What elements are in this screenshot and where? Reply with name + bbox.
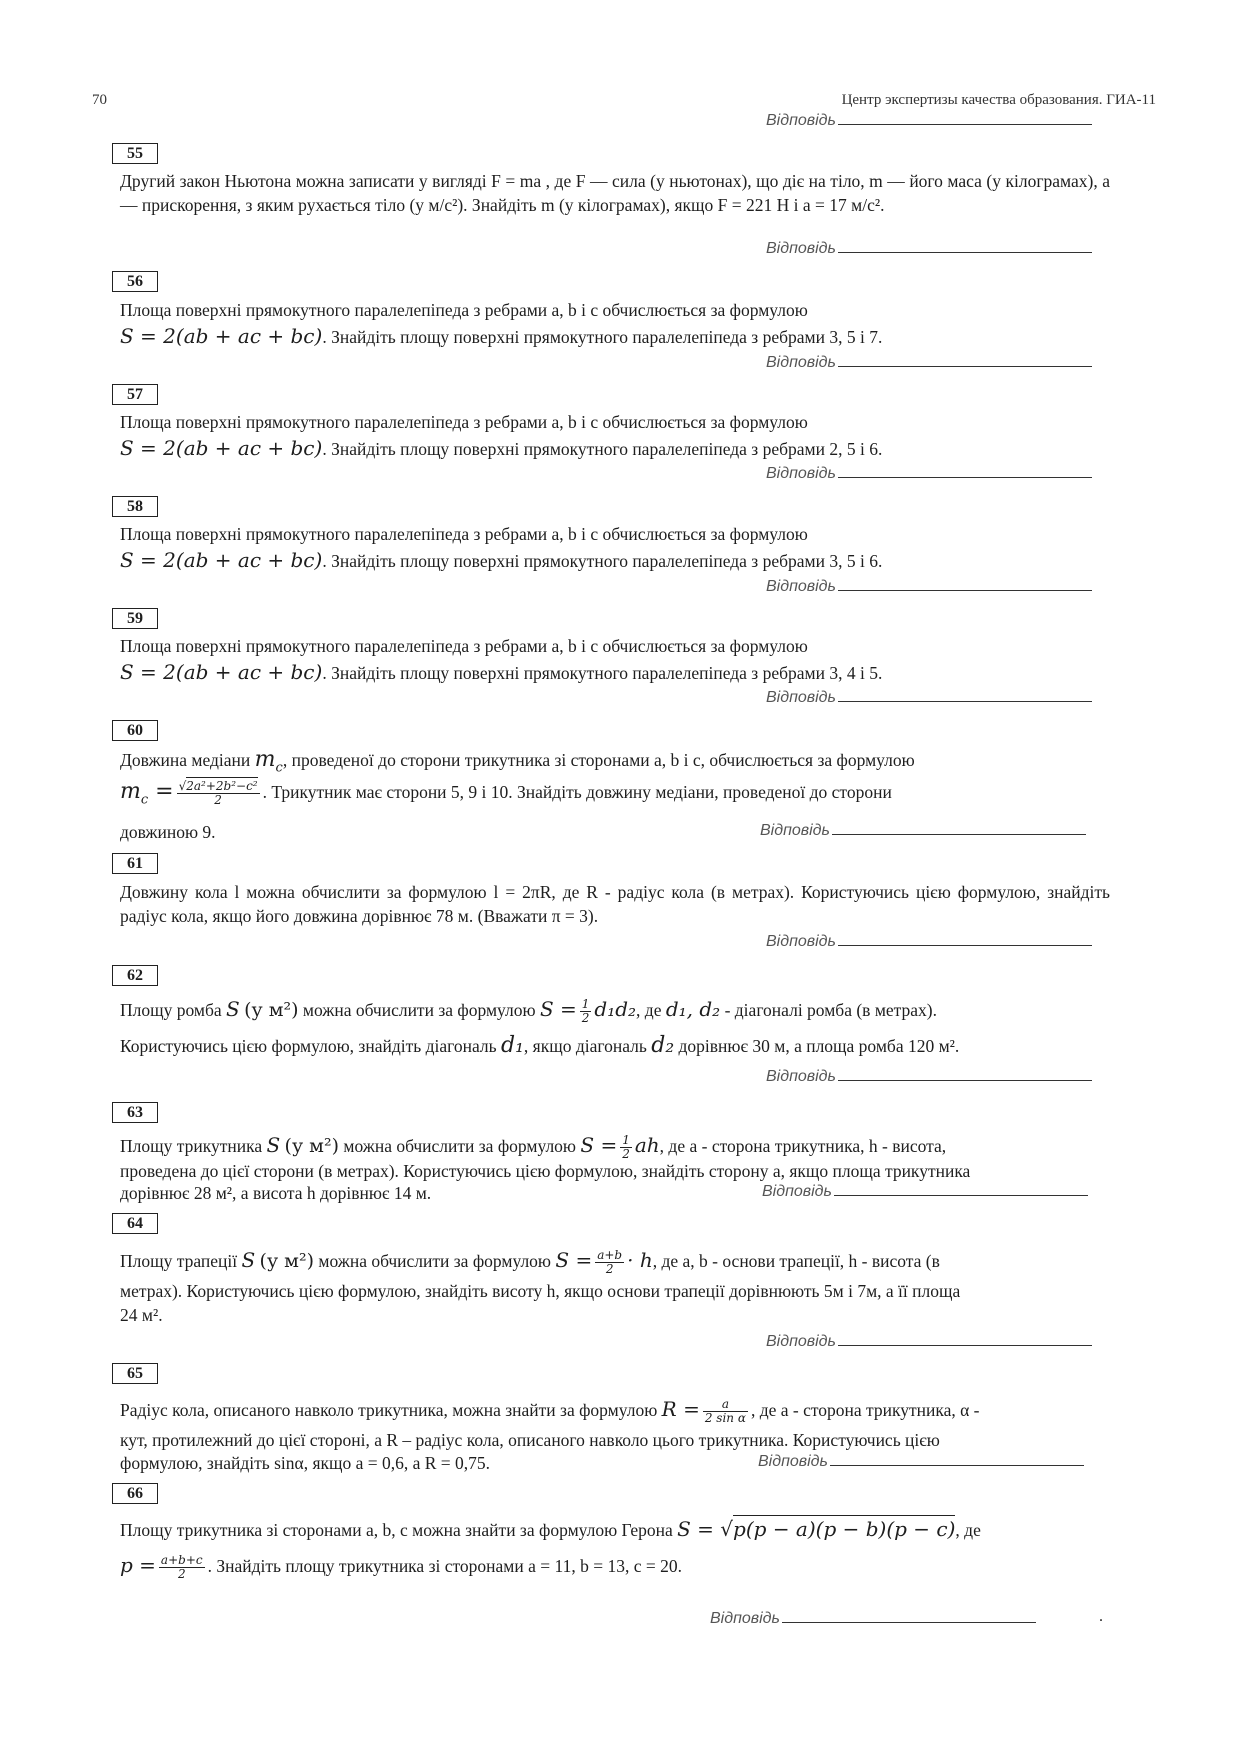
answer-label: Відповідь <box>766 240 836 257</box>
problem-63-line1: Площу трикутника S (у м²) можна обчислити за формулою S = $\frac{1}{2}$ ah, де a - сторона трикутника, h - висота, <box>120 1133 947 1162</box>
formula-fraction: $\frac{1}{2}$ <box>622 1133 630 1162</box>
problem-62-text-f: , якщо діагональ <box>523 1036 647 1056</box>
problem-number: 58 <box>112 496 158 517</box>
answer-line[interactable] <box>838 352 1092 367</box>
problem-62-text-c: , де <box>636 1000 662 1020</box>
formula-semiperimeter: p = <box>120 1553 156 1577</box>
problem-59-line1: Площа поверхні прямокутного паралелепіпеда з ребрами a, b і c обчислюється за формулою <box>120 636 808 656</box>
problem-58-text: . Знайдіть площу поверхні прямокутного паралелепіпеда з ребрами 3, 5 і 6. <box>322 551 883 571</box>
answer-field-55[interactable] <box>766 238 1092 258</box>
formula-area: S <box>226 997 240 1021</box>
problem-61-text: Довжину кола l можна обчислити за формулою l = 2πR, де R - радіус кола (в метрах). Користуючись цією формулою, знайдіть радіус кола, якщо його довжина дорівнює 78 м. (Вважати π = 3). <box>120 882 1110 926</box>
problem-65-line1 <box>120 1397 1110 1425</box>
answer-field-61[interactable] <box>766 931 1092 951</box>
answer-line[interactable] <box>782 1608 1036 1623</box>
problem-62-text-a: Площу ромба <box>120 1000 222 1020</box>
answer-line[interactable] <box>838 1331 1092 1346</box>
problem-number: 57 <box>112 384 158 405</box>
answer-line[interactable] <box>838 931 1092 946</box>
problem-number: 64 <box>112 1213 158 1234</box>
answer-label: Відповідь <box>766 933 836 950</box>
problem-60-text-b: , проведеної до сторони трикутника зі сторонами a, b і c, обчислюється за формулою <box>282 750 915 770</box>
problem-62-text-e: Користуючись цією формулою, знайдіть діагональ <box>120 1036 497 1056</box>
answer-field-57[interactable] <box>766 463 1092 483</box>
problem-62-text-b: можна обчислити за формулою <box>302 1000 536 1020</box>
problem-57-text: . Знайдіть площу поверхні прямокутного паралелепіпеда з ребрами 2, 5 і 6. <box>322 439 883 459</box>
formula-ah: ah <box>634 1133 660 1157</box>
page-header-title: Центр экспертизы качества образования. ГИА-11 <box>841 92 1156 108</box>
problem-65-text-b: , де a - сторона трикутника, α - <box>750 1400 980 1420</box>
problem-59-text: . Знайдіть площу поверхні прямокутного паралелепіпеда з ребрами 3, 4 і 5. <box>322 663 883 683</box>
formula: S = 2(ab + ac + bc) <box>120 436 323 460</box>
problem-60-line3: довжиною 9. <box>120 822 216 842</box>
problem-58-line2 <box>120 548 1110 573</box>
answer-line[interactable] <box>838 110 1092 125</box>
answer-field-56[interactable] <box>766 352 1092 372</box>
formula-radius: R = <box>661 1397 700 1421</box>
problem-64-line2: метрах). Користуючись цією формулою, знайдіть висоту h, якщо основи трапеції дорівнюють 5м і 7м, а її площа <box>120 1281 961 1301</box>
formula-area: S <box>241 1248 256 1272</box>
problem-59-line2 <box>120 660 1110 685</box>
problem-56-line1: Площа поверхні прямокутного паралелепіпеда з ребрами a, b і c обчислюється за формулою <box>120 300 808 320</box>
answer-line[interactable] <box>838 238 1092 253</box>
answer-field-prev[interactable] <box>766 110 1092 130</box>
problem-60-line2 <box>120 780 1110 812</box>
problem-number: 65 <box>112 1363 158 1384</box>
formula-median: $m_c$ <box>254 747 283 776</box>
problem-62-text-d: - діагоналі ромба (в метрах). <box>724 1000 937 1020</box>
answer-field-63[interactable] <box>762 1181 1088 1201</box>
formula: S = 2(ab + ac + bc) <box>120 324 323 348</box>
problem-66-text-b: , де <box>955 1520 981 1540</box>
answer-label: Відповідь <box>766 465 836 482</box>
problem-number: 63 <box>112 1102 158 1123</box>
answer-label: Відповідь <box>766 112 836 129</box>
answer-field-65[interactable] <box>758 1451 1084 1471</box>
formula: S = 2(ab + ac + bc) <box>120 548 323 572</box>
answer-field-64[interactable] <box>766 1331 1092 1351</box>
problem-number: 62 <box>112 965 158 986</box>
problem-66-text-a: Площу трикутника зі сторонами a, b, c можна знайти за формулою Герона <box>120 1520 673 1540</box>
problem-57-line2 <box>120 436 1110 461</box>
answer-label: Відповідь <box>766 578 836 595</box>
problem-60-text-a: Довжина медіани <box>120 750 251 770</box>
problem-64-line3: 24 м². <box>120 1305 163 1325</box>
answer-label: Відповідь <box>710 1610 780 1627</box>
formula-fraction: $\frac{1}{2}$ <box>581 997 590 1026</box>
problem-60-text-c: . Трикутник має сторони 5, 9 і 10. Знайдіть довжину медіани, проведеної до сторони <box>262 782 892 802</box>
formula-fraction: $\frac{a+b}{2}$ <box>597 1248 623 1277</box>
problem-66-line1 <box>120 1517 1110 1542</box>
problem-63-line3: дорівнює 28 м², а висота h дорівнює 14 м. <box>120 1183 432 1203</box>
answer-label: Відповідь <box>758 1453 828 1470</box>
formula-median-eq: $m_c$ = <box>120 779 174 808</box>
answer-line[interactable] <box>838 687 1092 702</box>
answer-field-60[interactable] <box>760 820 1086 840</box>
formula-area: S <box>266 1133 281 1157</box>
problem-number: 66 <box>112 1483 158 1504</box>
formula-heron: S = √p(p − a)(p − b)(p − c) <box>677 1517 956 1541</box>
answer-field-66[interactable] <box>710 1608 1036 1628</box>
answer-label: Відповідь <box>766 689 836 706</box>
formula-diagonals: d₁, d₂ <box>665 997 721 1021</box>
problem-62-line2 <box>120 1034 1110 1058</box>
problem-number: 55 <box>112 143 158 164</box>
problem-65-line3: формулою, знайдіть sinα, якщо a = 0,6, а R = 0,75. <box>120 1453 491 1473</box>
answer-line[interactable] <box>834 1181 1088 1196</box>
problem-65-line2: кут, протилежний до цієї стороні, а R – радіус кола, описаного навколо цього трикутника. Користуючись цією <box>120 1430 940 1450</box>
answer-line[interactable] <box>838 463 1092 478</box>
answer-label: Відповідь <box>762 1183 832 1200</box>
answer-label: Відповідь <box>766 354 836 371</box>
formula: S = 2(ab + ac + bc) <box>120 660 323 684</box>
problem-64-line1: Площу трапеції S (у м²) можна обчислити за формулою S = $\frac{a+b}{2}$ · h, де a, b - основи трапеції, h - висота (в <box>120 1248 940 1277</box>
formula-triangle: S = <box>580 1133 618 1157</box>
problem-66-line2 <box>120 1553 1110 1581</box>
problem-56-line2 <box>120 324 1110 349</box>
formula-trapezoid: S = <box>555 1248 593 1272</box>
problem-56-text: . Знайдіть площу поверхні прямокутного паралелепіпеда з ребрами 3, 5 і 7. <box>322 327 883 347</box>
problem-62-line1: Площу ромба S (у м²) можна обчислити за формулою S = $\frac{1}{2}$ d₁d₂, де d₁, d₂ - діагоналі ромба (в метрах). <box>120 997 937 1026</box>
problem-62-text-g: дорівнює 30 м, а площа ромба 120 м². <box>678 1036 960 1056</box>
formula-rhombus: S = <box>539 997 577 1021</box>
formula-d1: d₁ <box>501 1033 524 1058</box>
problem-64-text-c: , де a, b - основи трапеції, h - висота (в <box>652 1251 940 1271</box>
problem-63-text-b: можна обчислити за формулою <box>343 1136 577 1156</box>
problem-57-line1: Площа поверхні прямокутного паралелепіпеда з ребрами a, b і c обчислюється за формулою <box>120 412 808 432</box>
answer-line[interactable] <box>838 576 1092 591</box>
answer-label: Відповідь <box>766 1333 836 1350</box>
problem-63-text-c: , де a - сторона трикутника, h - висота, <box>659 1136 947 1156</box>
problem-55-text: Другий закон Ньютона можна записати у вигляді F = ma , де F — сила (у ньютонах), що діє на тіло, m — його маса (у кілограмах), a — прискорення, з яким рухається тіло (у м/с²). Знайдіть m (у кілограмах), якщо F = 221 Н і a = 17 м/с². <box>120 171 1110 215</box>
answer-line[interactable] <box>838 1066 1092 1081</box>
problem-64-text-b: можна обчислити за формулою <box>318 1251 552 1271</box>
answer-field-58[interactable] <box>766 576 1092 596</box>
problem-number: 56 <box>112 271 158 292</box>
formula-fraction: $\frac{\text{√2a²+2b²−c²}}{2}$ <box>178 779 258 808</box>
answer-label: Відповідь <box>766 1068 836 1085</box>
problem-number: 59 <box>112 608 158 629</box>
answer-line[interactable] <box>830 1451 1084 1466</box>
trailing-dot: . <box>1099 1608 1103 1625</box>
problem-63-line2: проведена до цієї сторони (в метрах). Користуючись цією формулою, знайдіть сторону a, якщо площа трикутника <box>120 1161 971 1181</box>
problem-number: 60 <box>112 720 158 741</box>
problem-65-text-a: Радіус кола, описаного навколо трикутника, можна знайти за формулою <box>120 1400 658 1420</box>
formula-d2: d₂ <box>651 1033 675 1058</box>
problem-66-text-c: . Знайдіть площу трикутника зі сторонами a = 11, b = 13, c = 20. <box>207 1556 682 1576</box>
formula-h: · h <box>627 1248 653 1272</box>
answer-field-62[interactable] <box>766 1066 1092 1086</box>
answer-label: Відповідь <box>760 822 830 839</box>
problem-number: 61 <box>112 853 158 874</box>
problem-58-line1: Площа поверхні прямокутного паралелепіпеда з ребрами a, b і c обчислюється за формулою <box>120 524 808 544</box>
formula-fraction: $\frac{a}{\text{2 sin α}}$ <box>704 1397 746 1426</box>
problem-60-line1 <box>120 748 1110 780</box>
page-number: 70 <box>92 92 107 108</box>
formula-d1d2: d₁d₂ <box>594 997 637 1021</box>
answer-line[interactable] <box>832 820 1086 835</box>
answer-field-59[interactable] <box>766 687 1092 707</box>
problem-64-text-a: Площу трапеції <box>120 1251 238 1271</box>
formula-fraction: $\frac{a+b+c}{2}$ <box>160 1553 203 1582</box>
problem-63-text-a: Площу трикутника <box>120 1136 263 1156</box>
